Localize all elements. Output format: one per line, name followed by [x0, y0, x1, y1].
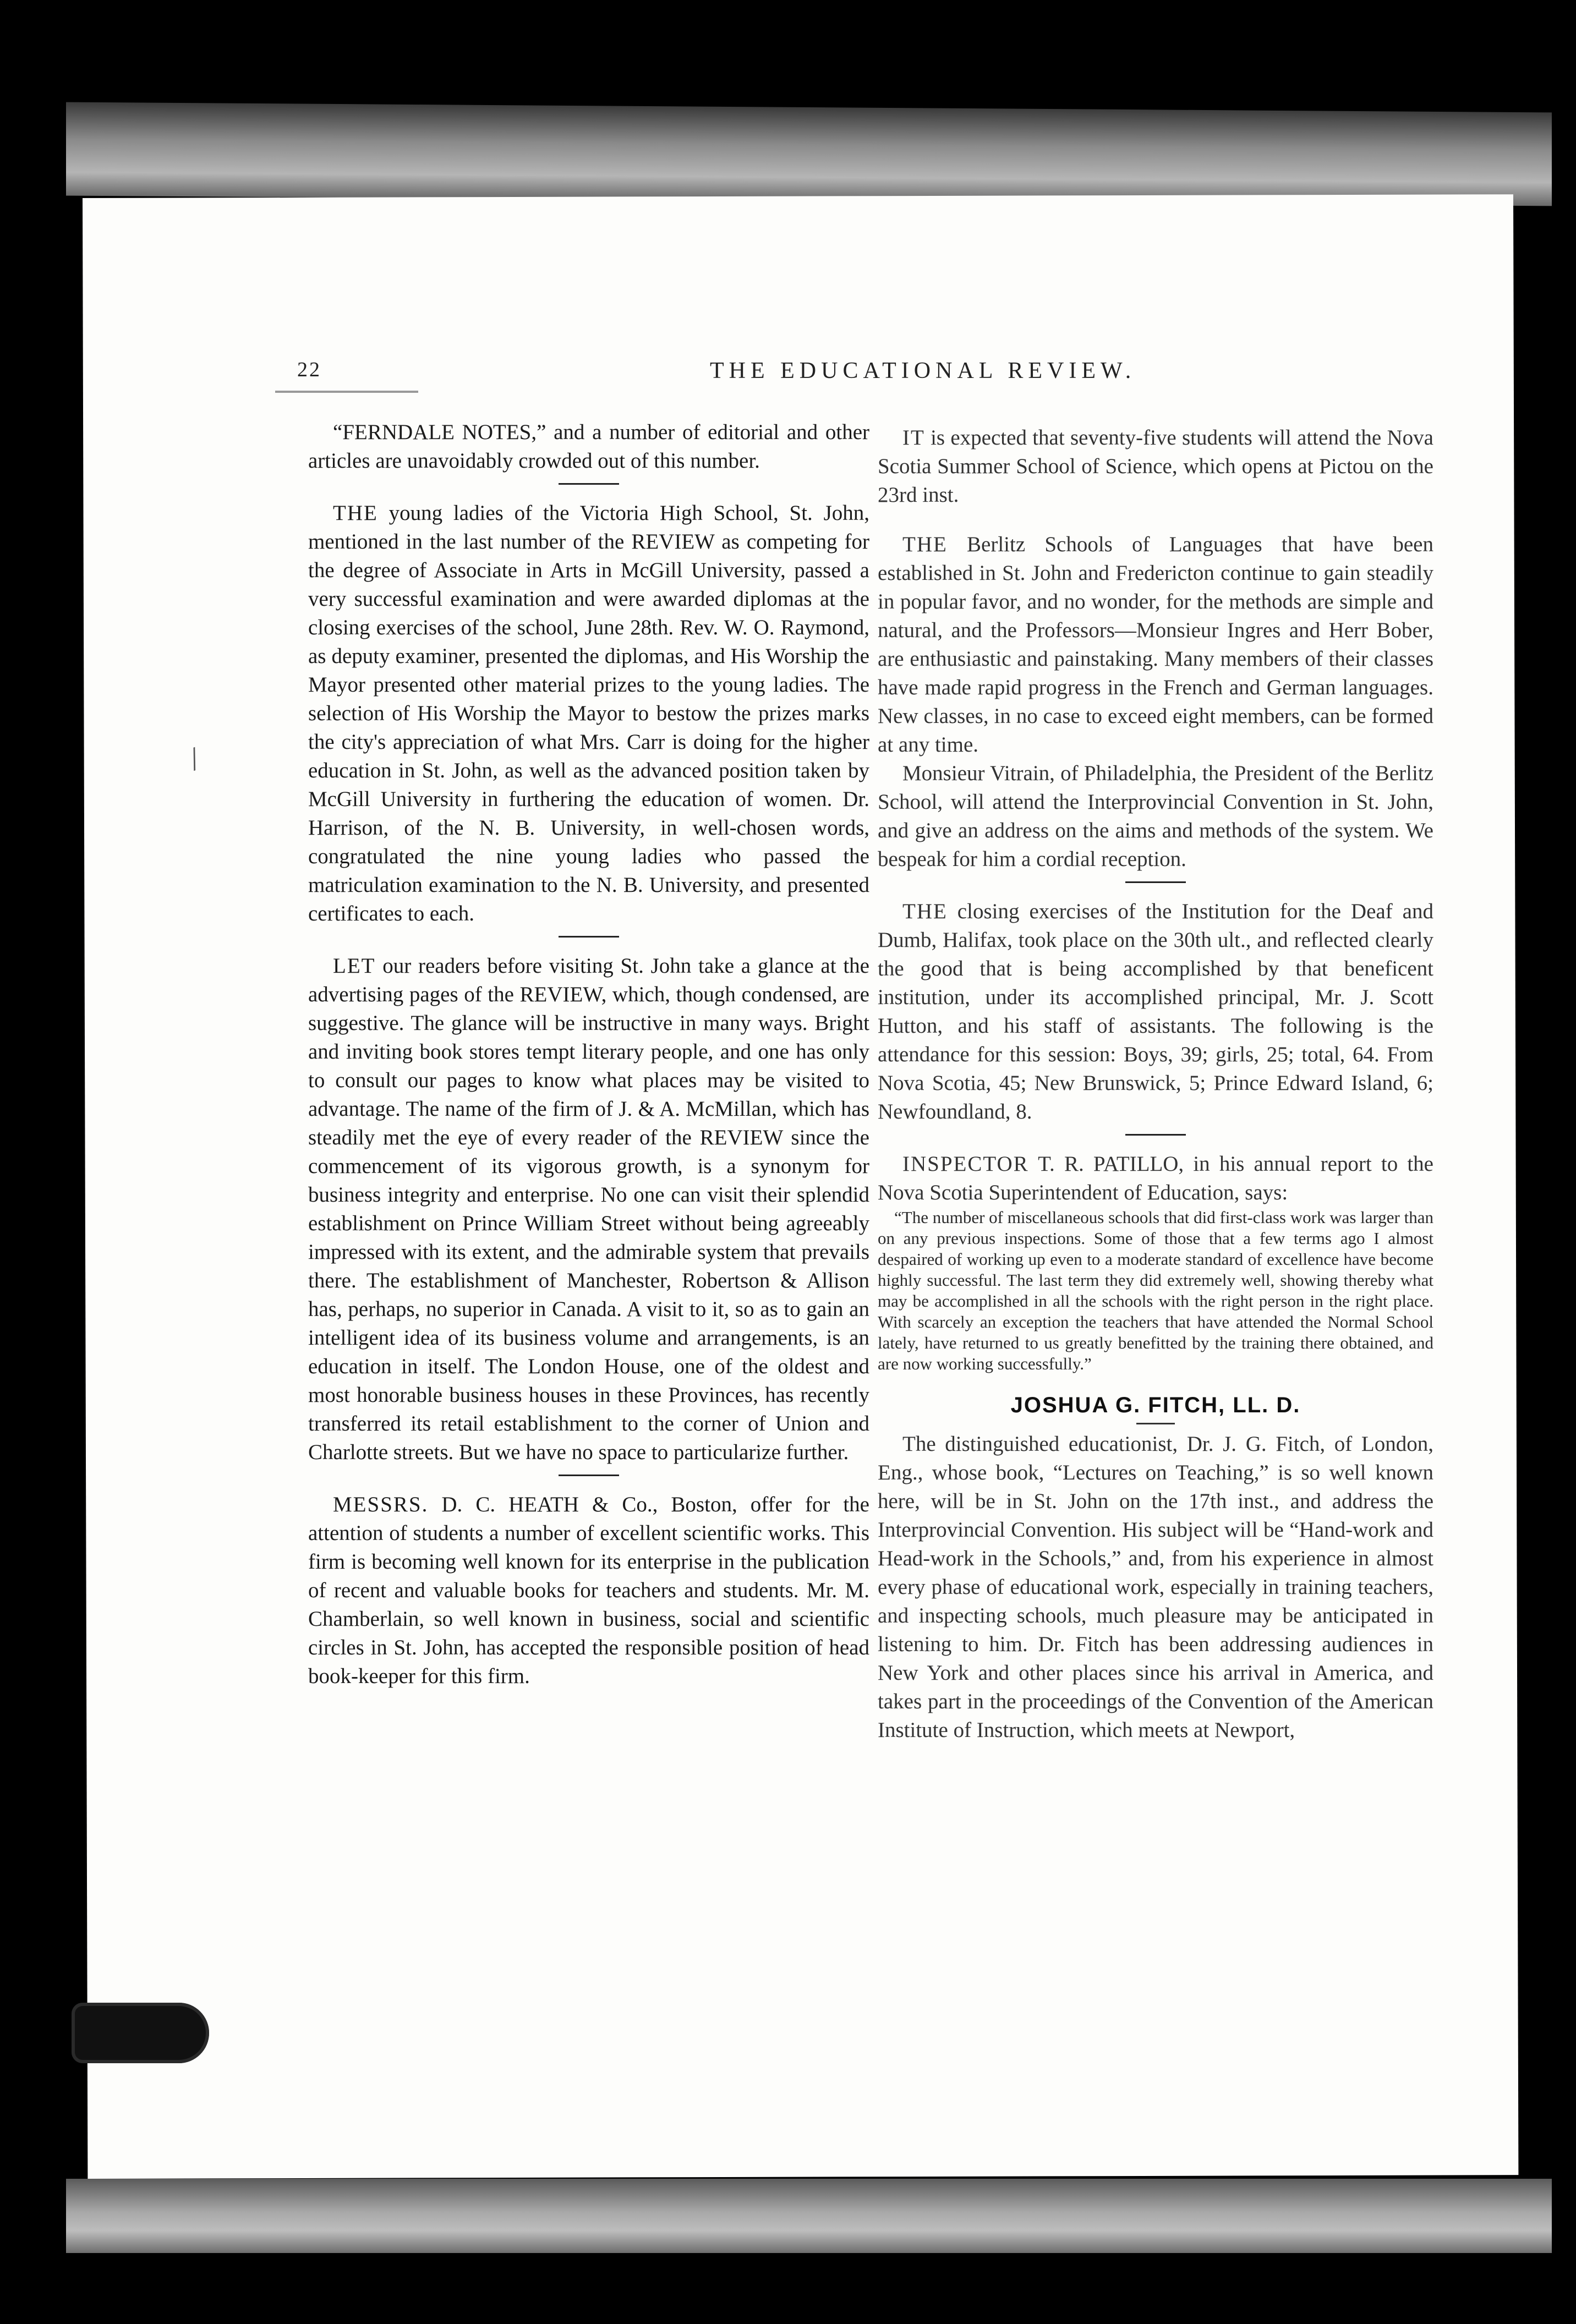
- margin-pencil-mark: /: [184, 740, 205, 777]
- berlitz-schools-paragraph: [878, 530, 1433, 759]
- paragraph-lead-word: IT: [902, 426, 925, 450]
- inspector-report-paragraph: [878, 1150, 1433, 1207]
- paragraph-lead-word: INSPECTOR: [902, 1152, 1029, 1176]
- paragraph-body: our readers before visiting St. John take a glance at the advertising pages of the REVIEW, which, though condensed, are suggestive. The glance will be instructive in many ways. Bright and inviting book stores tempt literary people, and one has only to consult our pages to know what places may be visited to advantage. The name of the firm of J. & A. McMillan, which has steadily met the eye of every reader of the REVIEW since the commencement of its vigorous growth, is a synonym for business integrity and enterprise. No one can visit their splendid establishment on Prince William Street without being agreeably impressed with its extent, and the admirable system that prevails there. The establishment of Manchester, Robertson & Allison has, perhaps, no superior in Canada. A visit to it, so as to gain an intelligent idea of its business volume and arrangements, is an education in itself. The London House, one of the oldest and most honorable business houses in these Provinces, has recently transferred its retail establishment to the corner of Union and Charlotte streets. But we have no space to particularize further.: [308, 954, 869, 1464]
- paragraph-body: Berlitz Schools of Languages that have been established in St. John and Fredericton continue to gain steadily in popular favor, and no wonder, for the methods are simple and natural, and the Professors—Monsieur Ingres and Herr Bober, are enthusiastic and painstaking. Many members of their classes have made rapid progress in the French and German languages. New classes, in no case to exceed eight members, can be formed at any time.: [878, 533, 1433, 757]
- vitrain-paragraph: Monsieur Vitrain, of Philadelphia, the President of the Berlitz School, will attend the Interprovincial Convention in St. John, and give an address on the aims and methods of the system. We bespeak for him a cordial reception.: [878, 761, 1433, 871]
- section-divider: [1125, 881, 1186, 883]
- paragraph-lead-word: THE: [333, 501, 378, 525]
- paragraph-body: D. C. HEATH & Co., Boston, offer for the attention of students a number of excellent scientific works. This firm is becoming well known for its enterprise in the publication of recent and valuable books for teachers and students. Mr. M. Chamberlain, so well known in business, social and scientific circles in St. John, has accepted the responsible position of head book-keeper for this firm.: [308, 1493, 869, 1688]
- advertising-pages-paragraph: [308, 952, 869, 1467]
- paragraph-body: is expected that seventy-five students will attend the Nova Scotia Summer School of Science, which opens at Pictou on the 23rd inst.: [878, 426, 1433, 507]
- section-divider: [1125, 1134, 1186, 1136]
- inspector-quote: “The number of miscellaneous schools that did first-class work was larger than on any previous inspections. Some of those that a few terms ago I almost despaired of working up even to a moderate standard of excellence have become highly successful. The last term they did extremely well, showing thereby what may be accomplished in all the schools with the right person in the right place. With scarcely an exception the teachers that have attended the Normal School lately, have returned to us greatly benefitted by the training there obtained, and are now working successfully.”: [878, 1208, 1433, 1373]
- victoria-high-school-paragraph: [308, 499, 869, 928]
- paragraph-lead-word: LET: [333, 954, 376, 978]
- paragraph-body: T. R. PATILLO, in his annual report to the Nova Scotia Superintendent of Education, says:: [878, 1152, 1433, 1204]
- heath-company-paragraph: [308, 1490, 869, 1691]
- scan-shadow-top: [66, 102, 1552, 206]
- scan-shadow-bottom: [66, 2179, 1552, 2253]
- paragraph-body: closing exercises of the Institution for the Deaf and Dumb, Halifax, took place on the 30th ult., and reflected clearly the good that is being accomplished by that beneficent institution, under its accomplished principal, Mr. J. Scott Hutton, and his staff of assistants. The following is the attendance for this session: Boys, 39; girls, 25; total, 64. From Nova Scotia, 45; New Brunswick, 5; Prince Edward Island, 6; Newfoundland, 8.: [878, 900, 1433, 1123]
- page-number: 22: [297, 358, 321, 381]
- paragraph-lead-word: MESSRS.: [333, 1493, 429, 1516]
- fitch-paragraph: The distinguished educationist, Dr. J. G. Fitch, of London, Eng., whose book, “Lectures on Teaching,” is so well known here, will be in St. John on the 17th inst., and address the Interprovincial Convention. His subject will be “Hand-work and Head-work in the Schools,” and, from his experience in almost every phase of educational work, especially in training teachers, and inspecting schools, much pleasure may be anticipated in listening to him. Dr. Fitch has been addressing audiences in New York and other places since his arrival in America, and takes part in the proceedings of the Convention of the American Institute of Instruction, which meets at Newport,: [878, 1432, 1433, 1742]
- right-column: [878, 424, 1433, 1745]
- deaf-and-dumb-paragraph: [878, 897, 1433, 1126]
- left-column: [308, 418, 869, 1691]
- fitch-heading: JOSHUA G. FITCH, LL. D.: [1010, 1393, 1301, 1417]
- binder-clip: [72, 2003, 209, 2063]
- paragraph-lead-word: THE: [902, 533, 948, 556]
- paragraph-body: young ladies of the Victoria High School, St. John, mentioned in the last number of the REVIEW as competing for the degree of Associate in Arts in McGill University, passed a very successful examination and were awarded diplomas at the closing exercises of the school, June 28th. Rev. W. O. Raymond, as deputy examiner, presented the diplomas, and His Worship the Mayor presented other material prizes to the young ladies. The selection of His Worship the Mayor to bestow the prizes marks the city's appreciation of what Mrs. Carr is doing for the higher education in St. John, as well as the advanced position taken by McGill University in furthering the education of women. Dr. Harrison, of the N. B. University, in well-chosen words, congratulated the nine young ladies who passed the matriculation examination to the N. B. University, and presented certificates to each.: [308, 501, 869, 925]
- section-divider: [559, 483, 619, 485]
- summer-school-paragraph: [878, 424, 1433, 509]
- section-divider: [559, 936, 619, 938]
- ferndale-notes-paragraph: “FERNDALE NOTES,” and a number of editorial and other articles are unavoidably crowded out of this number.: [308, 420, 869, 473]
- header-rule: [275, 391, 418, 393]
- section-divider: [559, 1475, 619, 1476]
- running-title: THE EDUCATIONAL REVIEW.: [710, 358, 1136, 383]
- paragraph-lead-word: THE: [902, 900, 948, 923]
- heading-underline: [1136, 1423, 1175, 1424]
